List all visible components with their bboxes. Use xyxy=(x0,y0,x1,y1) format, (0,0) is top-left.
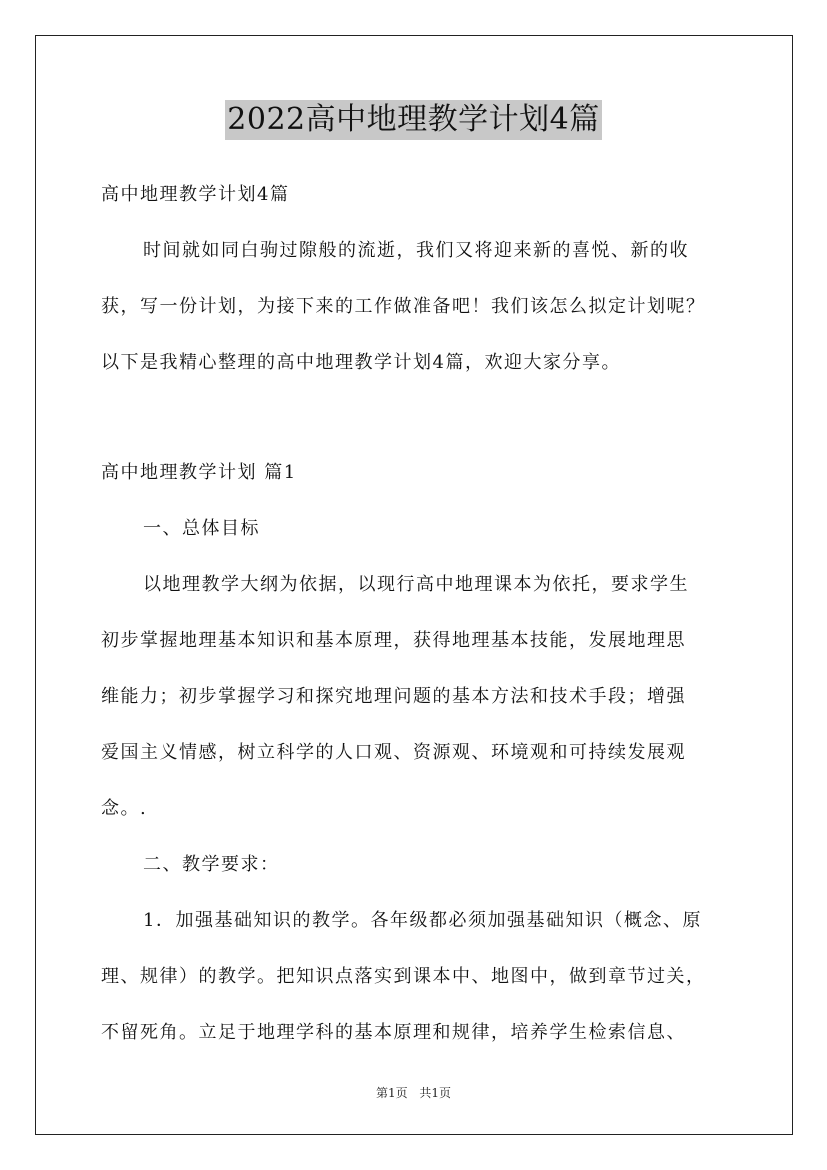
document-title: 2022高中地理教学计划4篇 xyxy=(225,100,601,140)
goal-line-5: 念。. xyxy=(101,798,148,819)
req-line-3: 不留死角。立足于地理学科的基本原理和规律，培养学生检索信息、 xyxy=(101,1022,686,1043)
section-heading: 高中地理教学计划 篇1 xyxy=(101,462,297,483)
goal-line-2: 初步掌握地理基本知识和基本原理，获得地理基本技能，发展地理思 xyxy=(101,630,686,651)
intro-line-1: 时间就如同白驹过隙般的流逝，我们又将迎来新的喜悦、新的收 xyxy=(143,240,689,261)
goal-line-4: 爱国主义情感，树立科学的人口观、资源观、环境观和可持续发展观 xyxy=(101,742,686,763)
intro-line-2: 获，写一份计划，为接下来的工作做准备吧！我们该怎么拟定计划呢？ xyxy=(101,296,706,317)
subtitle: 高中地理教学计划4篇 xyxy=(101,184,290,205)
req-line-1: 1．加强基础知识的教学。各年级都必须加强基础知识（概念、原 xyxy=(143,910,702,931)
requirements-heading: 二、教学要求： xyxy=(143,854,280,875)
document-body xyxy=(101,168,751,1046)
intro-line-3: 以下是我精心整理的高中地理教学计划4篇，欢迎大家分享。 xyxy=(101,352,621,373)
page-footer xyxy=(0,1084,827,1101)
goal-line-1: 以地理教学大纲为依据，以现行高中地理课本为依托，要求学生 xyxy=(143,574,689,595)
title-container xyxy=(0,100,827,140)
page-total: 共1页 xyxy=(419,1086,452,1100)
goal-line-3: 维能力；初步掌握学习和探究地理问题的基本方法和技术手段；增强 xyxy=(101,686,686,707)
req-line-2: 理、规律）的教学。把知识点落实到课本中、地图中，做到章节过关， xyxy=(101,966,706,987)
goal-heading: 一、总体目标 xyxy=(143,518,260,539)
page-number: 第1页 xyxy=(375,1086,408,1100)
